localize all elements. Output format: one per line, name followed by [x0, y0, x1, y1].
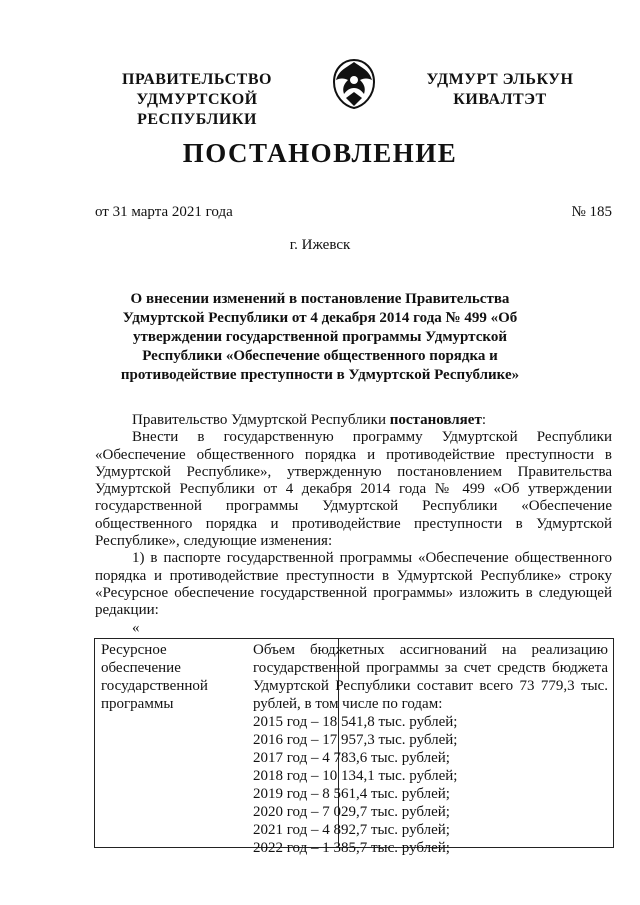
header-right-line2: КИВАЛТЭТ	[453, 91, 547, 108]
table-year-list	[253, 713, 608, 857]
table-row-content	[253, 641, 608, 857]
opening-quote-mark: «	[132, 620, 140, 636]
document-number: № 185	[571, 204, 612, 220]
paragraph-resolves-suffix: :	[481, 412, 486, 428]
document-type: ПОСТАНОВЛЕНИЕ	[182, 138, 458, 168]
table-year-row: 2016 год – 17 957,3 тыс. рублей;	[253, 732, 458, 748]
paragraph-item-1: 1) в паспорте государственной программы «Обеспечение общественного порядка и противодействие преступности в Удмуртской Республике» строку «Ресурсное обеспечение государственной программы» изложить в следующей редакции:	[95, 550, 612, 619]
header-left-org	[82, 70, 312, 130]
document-date: от 31 марта 2021 года	[95, 204, 233, 220]
table-year-row: 2019 год – 8 561,4 тыс. рублей;	[253, 786, 450, 802]
header-right-org	[425, 70, 575, 110]
resolves-keyword: постановляет	[389, 412, 482, 428]
document-city: г. Ижевск	[289, 237, 351, 253]
table-year-row: 2015 год – 18 541,8 тыс. рублей;	[253, 714, 458, 730]
document-title: О внесении изменений в постановление Правительства Удмуртской Республики от 4 декабря 2014 года № 499 «Об утверждении государственной программы Удмуртской Республики «Обеспечение общественного порядка и противодействие преступности в Удмуртской Республике»	[120, 291, 520, 383]
resource-table	[94, 638, 614, 856]
header-left-line2: УДМУРТСКОЙ РЕСПУБЛИКИ	[136, 91, 258, 128]
header-right-line1: УДМУРТ ЭЛЬКУН	[426, 71, 574, 88]
paragraph-resolves	[95, 412, 612, 429]
table-year-row: 2017 год – 4 783,6 тыс. рублей;	[253, 750, 450, 766]
table-year-row: 2020 год – 7 029,7 тыс. рублей;	[253, 804, 450, 820]
table-row-label: Ресурсное обеспечение государственной программы	[101, 642, 208, 712]
paragraph-resolves-prefix: Правительство Удмуртской Республики	[132, 412, 390, 428]
udmurt-coat-of-arms-icon	[330, 58, 378, 110]
table-funding-intro: Объем бюджетных ассигнований на реализацию государственной программы за счет средств бюджета Удмуртской Республики составит всего 73 779,3 тыс. рублей, в том числе по годам:	[253, 642, 608, 712]
table-year-row: 2022 год – 1 385,7 тыс. рублей;	[253, 840, 450, 856]
paragraph-amend: Внести в государственную программу Удмуртской Республики «Обеспечение общественного порядка и противодействие преступности в Удмуртской Республике», утвержденную постановлением Правительства Удмуртской Республики от 4 декабря 2014 года № 499 «Об утверждении государственной программы Удмуртской Республики «Обеспечение общественного порядка и противодействие преступности в Удмуртской Республике», следующие изменения:	[95, 429, 612, 550]
document-body	[95, 412, 612, 620]
header-left-line1: ПРАВИТЕЛЬСТВО	[122, 71, 272, 88]
table-year-row: 2018 год – 10 134,1 тыс. рублей;	[253, 768, 458, 784]
table-year-row: 2021 год – 4 892,7 тыс. рублей;	[253, 822, 450, 838]
